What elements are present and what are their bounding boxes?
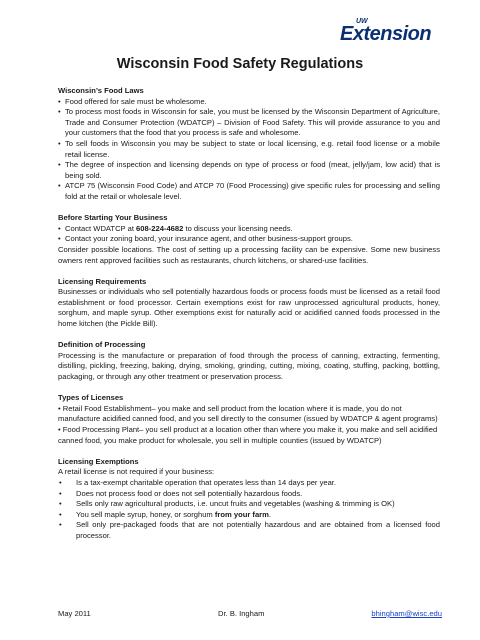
before-starting-list [58,224,440,245]
paragraph: A retail license is not required if your business: [58,467,215,477]
heading-exemptions: Licensing Exemptions [58,456,139,466]
page-title: Wisconsin Food Safety Regulations [116,56,364,72]
uw-extension-logo [340,18,440,46]
list-item: • ATCP 75 (Wisconsin Food Code) and ATCP 70 (Food Processing) give specific rules for processing and selling fold at the retail or wholesale level. [58,181,440,202]
heading-food-laws: Wisconsin’s Food Laws [58,86,144,95]
logo-extension-text: Extension [340,23,432,45]
maple-text-post: . [268,509,272,519]
section-licensing [58,277,440,330]
paragraph-retail: • Retail Food Establishment– you make and sell product from the location where it is made, you do not manufacture acidified canned food, and you sell directly to the consumer (issued by WDATCP & agent programs) [58,403,438,424]
list-item: • To process most foods in Wisconsin for sale, you must be licensed by the Wisconsin Department of Agriculture, Trade and Consumer Protection (WDATCP) – Division of Food Safety. This will provide assurance to you and your customers that the food that you process is safe and wholesome. [58,107,440,139]
list-item: • Food offered for sale must be wholesome. [58,97,440,108]
list-item: • To sell foods in Wisconsin you may be subject to state or local licensing, e.g. retail food license or a mobile retail license. [58,139,440,160]
list-item: • Sells only raw agricultural products, i.e. uncut fruits and vegetables (washing & trimming is OK) [58,499,440,510]
heading-licensing: Licensing Requirements [58,276,147,286]
food-laws-list [58,97,440,203]
list-item: • Sell only pre-packaged foods that are not potentially hazardous and are obtained from a licensed food processor. [58,520,440,541]
section-food-laws [58,86,440,203]
maple-text-bold: from your farm [214,509,269,519]
heading-definition: Definition of Processing [58,340,146,350]
footer-author: Dr. B. Ingham [218,609,265,618]
phone-number: 608-224-4682 [136,223,184,233]
list-item: • Does not process food or does not sell potentially hazardous foods. [58,489,440,500]
footer-date: May 2011 [58,609,91,618]
list-item [58,224,440,235]
paragraph: Processing is the manufacture or preparation of food through the process of canning, extracting, fermenting, distilling, pickling, freezing, baking, drying, smoking, grinding, cutting, mixing, coating, stuffing, packing, bottling, packaging, or through any other treatment or preservation process. [58,350,440,382]
exemptions-list [58,478,440,542]
footer-email-link[interactable]: bhingham@wisc.edu [371,609,442,618]
page-footer [58,609,442,621]
list-item: • Contact your zoning board, your insurance agent, and other business-support groups. [58,234,440,245]
heading-before-starting: Before Starting Your Business [58,213,168,223]
paragraph: Businesses or individuals who sell potentially hazardous foods or process foods must be licensed as a retail food establishment or food processor. Certain exemptions exist for raw unprocessed agricultural products, honey, sorghum, and maple syrup. Other exemptions exist for naturally acid or acidified canned foods processed in the home kitchen (the Pickle Bill). [58,287,440,329]
section-definition [58,340,440,382]
paragraph-processing: • Food Processing Plant– you sell product at a location other than where you make it, you make and sell acidified canned food, you make product for wholesale, you sell in multiple counties (issued by WDATCP) [58,425,438,445]
contact-text-post: to discuss your licensing needs. [183,223,293,233]
maple-text-pre: You sell maple syrup, honey, or sorghum [76,509,215,519]
paragraph: Consider possible locations. The cost of setting up a processing facility can be expensive. Some new business owners rent approved facilities such as restaurants, church kitchens, or shared-use facilities. [58,244,440,265]
list-item [58,510,440,521]
contact-text-pre: Contact WDATCP at [65,223,137,233]
section-types [58,393,440,446]
document-body [58,86,440,552]
list-item: • The degree of inspection and licensing depends on type of process or food (meat, jelly/jam, low acid) that is being sold. [58,160,440,181]
heading-types: Types of Licenses [58,393,124,403]
section-exemptions [58,457,440,542]
logo-uw-text: UW [356,18,368,25]
section-before-starting [58,213,440,266]
list-item: • Is a tax-exempt charitable operation that operates less than 14 days per year. [58,478,440,489]
